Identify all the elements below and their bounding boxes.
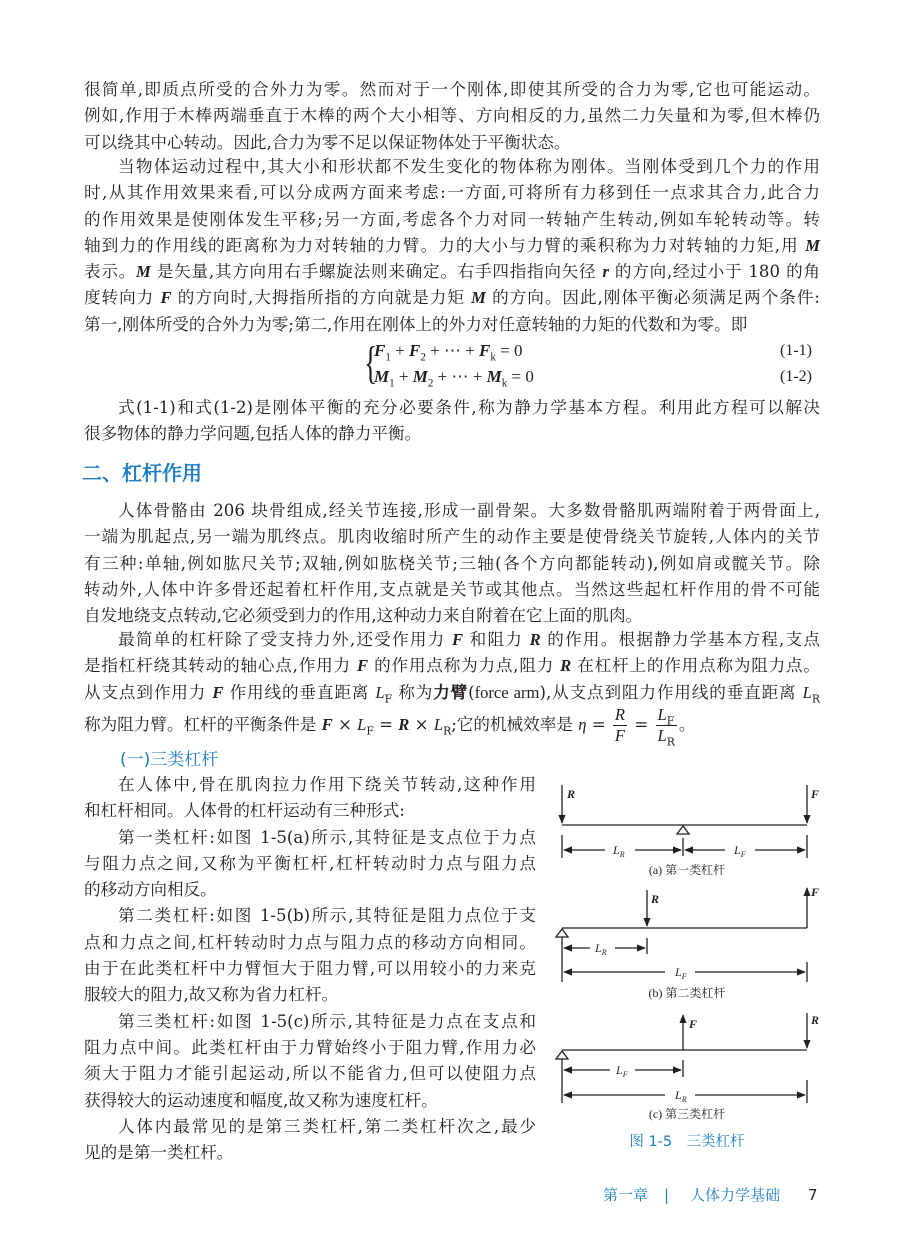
text-run: 是指杠杆绕其转动的轴心点,作用力 (84, 656, 357, 676)
paragraph-2 (84, 154, 820, 338)
text-line (84, 524, 820, 550)
text-run: 。 (678, 714, 696, 734)
lever-figure (550, 770, 830, 1160)
math-symbol: F (356, 656, 369, 676)
text-run: 的作用点称为力点,阻力 (368, 656, 561, 676)
text-run: 见的是第一类杠杆。 (84, 1143, 234, 1163)
text-run: 第二类杠杆:如图 1-5(b)所示,其特征是阻力点位于支 (118, 906, 536, 926)
text-line (84, 285, 820, 311)
math-symbol: η (578, 714, 587, 734)
math-symbol: L (357, 714, 367, 734)
text-run: 第一类杠杆:如图 1-5(a)所示,其特征是支点位于力点 (118, 827, 536, 847)
text-run: 第一,刚体所受的合外力为零;第二,作用在刚体上的外力对任意转轴的力矩的代数和为零。即 (84, 314, 748, 334)
text-line (84, 77, 820, 103)
paragraph-4 (84, 498, 820, 629)
text-run: 的移动方向相反。 (84, 880, 217, 900)
label-R-c: R (811, 1013, 820, 1027)
label-R-b: R (651, 892, 660, 906)
text-line (84, 851, 536, 877)
text-run: 称为阻力臂。杠杆的平衡条件是 (84, 714, 322, 734)
text-line (84, 1035, 536, 1061)
math-symbol: F (212, 682, 224, 702)
math-symbol: M (471, 288, 486, 308)
label-R-a: R (567, 787, 576, 801)
text-line (84, 395, 820, 421)
label-F-c: F (689, 1017, 698, 1031)
text-run: 和杠杆相同。人体骨的杠杆运动有三种形式: (84, 801, 405, 821)
text-run: 表示。 (84, 262, 137, 282)
dim-LF-a: $L_F$ (734, 843, 746, 859)
text-run: = (373, 714, 399, 734)
dim-LR-a: $L_R$ (613, 843, 625, 859)
footer-title: 人体力学基础 (690, 1186, 781, 1204)
math-symbol: F (452, 630, 464, 649)
text-run: ;它的机械效率是 (451, 714, 579, 734)
figure-title: 图 1-5 三类杠杆 (629, 1134, 745, 1150)
math-symbol: L (657, 725, 667, 745)
text-run: 很简单,即质点所受的合外力为零。然而对于一个刚体,即使其所受的合力为零,它也可能运动。 (84, 80, 820, 99)
caption-b: (b) 第二类杠杆 (648, 986, 726, 1000)
text-run: 由于在此类杠杆中力臂恒大于阻力臂,可以用较小的力来克 (84, 959, 536, 979)
text-line (84, 603, 820, 629)
text-line (84, 259, 820, 285)
text-run: = (629, 714, 654, 734)
label-F-a: F (811, 787, 820, 801)
subscript: F (384, 691, 393, 705)
text-run: 式(1-1)和式(1-2)是刚体平衡的充分必要条件,称为静力学基本方程。利用此方程可以解决 (118, 398, 820, 417)
paragraph-5 (84, 627, 820, 748)
paragraph-1 (84, 77, 820, 156)
text-run: 转动外,人体中许多骨还起着杠杆作用,支点就是关节或其他点。当然这些起杠杆作用的骨不可能 (84, 579, 820, 599)
text-run: 从支点到作用力 (84, 682, 213, 702)
text-run: = (586, 714, 611, 734)
subsection-heading: (一)三类杠杆 (120, 750, 219, 770)
math-symbol: R (398, 714, 410, 734)
math-symbol: 力臂 (433, 682, 469, 702)
math-symbol: M (136, 262, 151, 282)
text-run: 点和力点之间,杠杆转动时力点与阻力点的移动方向相同。 (84, 932, 536, 952)
text-line (84, 233, 820, 259)
text-line (84, 903, 536, 929)
text-line (84, 680, 820, 706)
text-run: 轴到力的作用线的距离称为力对转轴的力臂。力的大小与力臂的乘积称为力对转轴的力矩,用 (84, 235, 806, 255)
text-run: ),从支点到阻力作用线的垂直距离 (539, 682, 803, 702)
text-run: 度转向力 (84, 288, 161, 308)
math-symbol: R (614, 704, 626, 724)
text-line (84, 653, 820, 679)
text-line (84, 207, 820, 233)
dim-LF-b: $L_F$ (675, 965, 687, 981)
text-run: 的作用效果是使刚体发生平移;另一方面,考虑各个力对同一转轴产生转动,例如车轮转动等。转 (84, 209, 820, 229)
text-run: 很多物体的静力学问题,包括人体的静力平衡。 (84, 424, 422, 444)
text-run: 是矢量,其方向用右手螺旋法则来确定。右手四指指向矢径 (150, 262, 603, 282)
text-line (84, 1088, 536, 1114)
text-run: 人体骨骼由 206 块骨组成,经关节连接,形成一副骨架。大多数骨骼肌两端附着于两骨面上, (118, 501, 820, 520)
text-run: × (409, 714, 434, 734)
brace: { (364, 337, 378, 388)
math-symbol: L (657, 704, 667, 724)
text-run: 一端为肌起点,另一端为肌终点。肌肉收缩时所产生的动作主要是使骨绕关节旋转,人体内的关节 (84, 527, 820, 547)
text-run: 人体内最常见的是第三类杠杆,第二类杠杆次之,最少 (118, 1116, 536, 1136)
text-line (84, 706, 820, 748)
text-line (84, 154, 820, 180)
math-symbol: F (160, 288, 172, 308)
fraction (613, 705, 627, 746)
text-run: 在人体中,骨在肌肉拉力作用下绕关节转动,这种作用 (118, 775, 536, 794)
text-run: 获得较大的运动速度和幅度,故又称为速度杠杆。 (84, 1090, 438, 1110)
dim-LR-c: $L_R$ (675, 1088, 687, 1104)
subscript: R (666, 735, 675, 749)
text-run: 在杠杆上的作用点称为阻力点。 (571, 656, 820, 676)
text-run: 称为 (392, 682, 434, 702)
text-run: 自发地绕支点转动,它必须受到力的作用,这种动力来自附着在它上面的肌肉。 (84, 606, 643, 626)
text-run: 的作用。根据静力学基本方程,支点 (540, 630, 820, 649)
math-symbol: F (321, 714, 333, 734)
text-line (84, 1061, 536, 1087)
dim-LF-c: $L_F$ (616, 1063, 628, 1079)
subscript: R (811, 691, 820, 705)
left-column-text (84, 772, 536, 1166)
text-run: 可以绕其中心转动。因此,合力为零不足以保证物体处于平衡状态。 (84, 132, 571, 152)
text-line (84, 1009, 536, 1035)
fraction (656, 704, 677, 749)
text-line (84, 498, 820, 524)
math-symbol: M (805, 235, 820, 255)
text-run: 的方向。因此,刚体平衡必须满足两个条件: (485, 288, 820, 308)
text-line (84, 825, 536, 851)
text-line (84, 982, 536, 1008)
text-run: 服较大的阻力,故又称为省力杠杆。 (84, 985, 339, 1005)
text-line (84, 180, 820, 206)
text-line (84, 772, 536, 798)
text-run: 第三类杠杆:如图 1-5(c)所示,其特征是力点在支点和 (118, 1011, 536, 1031)
text-line (84, 1140, 536, 1166)
caption-c: (c) 第三类杠杆 (648, 1107, 726, 1121)
text-run: 作用线的垂直距离 (223, 682, 376, 702)
text-line (84, 798, 536, 824)
text-run: 的方向时,大拇指所指的方向就是力矩 (171, 288, 472, 308)
math-symbol: L (375, 682, 385, 702)
text-line (84, 1114, 536, 1140)
math-symbol: R (529, 630, 541, 649)
text-run: 阻力点中间。此类杠杆由于力臂始终小于阻力臂,作用力必 (84, 1037, 536, 1057)
subscript: R (443, 724, 452, 738)
text-line (84, 877, 536, 903)
text-run: 最简单的杠杆除了受支持力外,还受作用力 (118, 630, 453, 649)
text-line (84, 130, 820, 156)
text-run: 和阻力 (463, 630, 530, 649)
equation-number-1-1: (1-1) (780, 342, 812, 359)
fulcrum-a (677, 826, 689, 834)
text-line (84, 956, 536, 982)
text-run: × (332, 714, 358, 734)
paragraph-3 (84, 395, 820, 448)
math-symbol: L (433, 714, 444, 734)
equation-1-1: $F_1 + F_2$ + ⋯ + $F_k = 0$ (374, 341, 523, 364)
text-line (84, 103, 820, 129)
section-heading: 二、杠杆作用 (82, 461, 202, 485)
math-symbol: F (614, 725, 626, 745)
text-line (84, 627, 820, 653)
text-line (84, 551, 820, 577)
caption-a: (a) 第一类杠杆 (648, 863, 726, 877)
equation-number-1-2: (1-2) (780, 368, 812, 385)
text-run: 例如,作用于木棒两端垂直于木棒的两个大小相等、方向相反的力,虽然二力矢量和为零,但木棒仍 (84, 106, 820, 126)
footer-chapter: 第一章 (603, 1186, 649, 1204)
lever-a (562, 785, 807, 858)
text-run: 时,从其作用效果来看,可以分成两方面来考虑:一方面,可将所有力移到任一点求其合力,此合力 (84, 183, 820, 203)
subscript: F (666, 714, 675, 728)
footer-separator: | (664, 1186, 670, 1204)
equation-1-2: $M_1 + M_2$ + ⋯ + $M_k = 0$ (374, 367, 534, 390)
text-run: 的方向,经过小于 180 的角 (608, 262, 821, 282)
dim-LR-b: $L_R$ (595, 941, 607, 957)
text-run: ( (468, 682, 475, 702)
math-symbol: L (802, 682, 812, 702)
page-number: 7 (808, 1186, 818, 1204)
text-line (84, 312, 820, 338)
text-line (84, 930, 536, 956)
text-run: 有三种:单轴,例如肱尺关节;双轴,例如肱桡关节;三轴(各个方向都能转动),例如肩或髋关节。除 (84, 553, 820, 573)
math-symbol: R (560, 656, 572, 676)
math-symbol: force arm (474, 682, 540, 702)
text-line (84, 577, 820, 603)
text-run: 当物体运动过程中,其大小和形状都不发生变化的物体称为刚体。当刚体受到几个力的作用 (118, 157, 820, 176)
text-run: 与阻力点之间,又称为平衡杠杆,杠杆转动时力点与阻力点 (84, 853, 536, 873)
math-symbol: r (602, 262, 609, 282)
text-run: 须大于阻力才能引起运动,所以不能省力,但可以使阻力点 (84, 1064, 536, 1084)
text-line (84, 421, 820, 447)
subscript: F (366, 724, 374, 738)
label-F-b: F (811, 885, 820, 899)
